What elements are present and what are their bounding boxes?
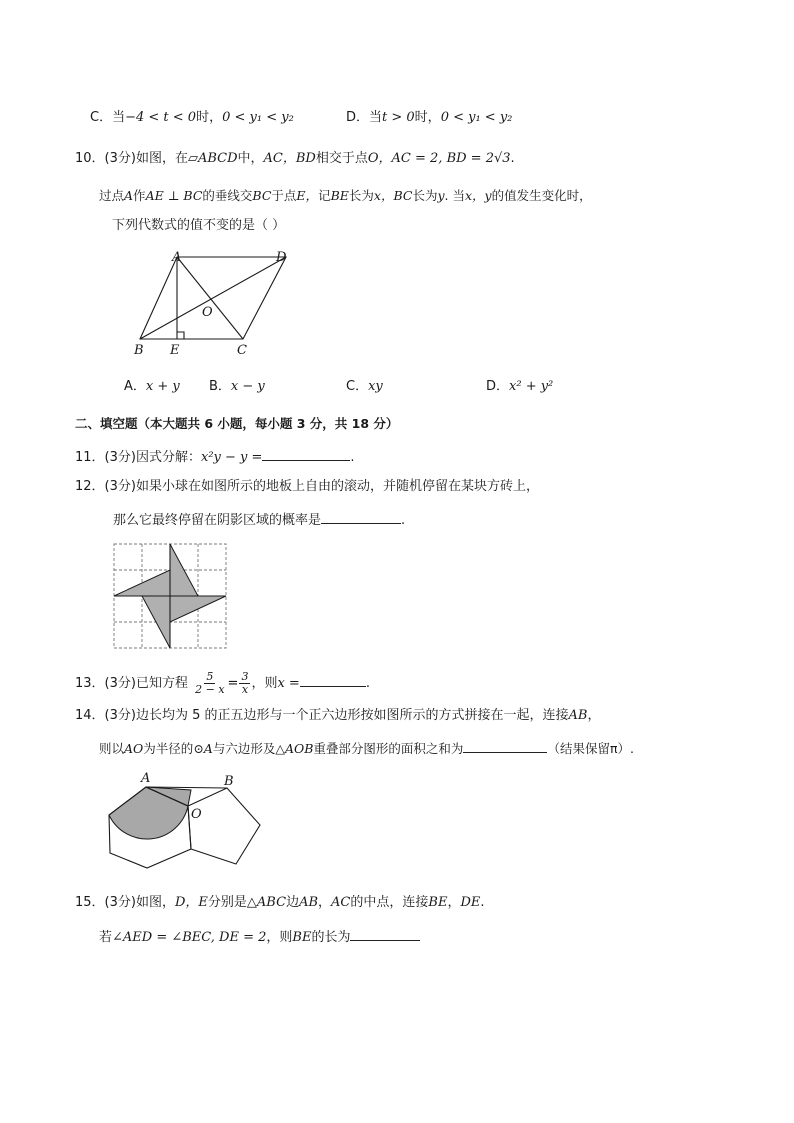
diagonal-ac — [177, 257, 243, 339]
q10-math: E， — [296, 188, 319, 203]
q15-text: 的长为 — [311, 930, 351, 945]
q15-text: . — [480, 895, 485, 910]
q10-line1 — [75, 150, 515, 168]
q13-score: (3分) — [104, 676, 136, 691]
denominator: 2 − x — [195, 683, 225, 696]
q11-score: (3分) — [104, 450, 136, 465]
q14-score: (3分) — [104, 708, 136, 723]
q10-text: . — [510, 151, 515, 166]
q15-math: BE — [292, 930, 312, 945]
denominator: x — [241, 683, 249, 696]
q10-text: . 当 — [444, 188, 465, 203]
q12-text: 那么它最终停留在阴影区域的概率是 — [113, 513, 322, 528]
label-o: O — [191, 807, 202, 822]
equals: = — [227, 676, 239, 691]
option-expr: xy — [368, 379, 383, 394]
q13-text: 已知方程 — [135, 676, 188, 691]
q13-answer-blank[interactable] — [300, 672, 366, 687]
q10-text: 记 — [318, 188, 331, 203]
q10-option-c[interactable] — [346, 378, 383, 396]
q15-score: (3分) — [104, 895, 136, 910]
q9-option-d-when: 时， — [414, 110, 441, 125]
q10-text: 长为 — [412, 188, 438, 203]
q15-math: BE — [428, 895, 448, 910]
q11-expression: x²y − y = — [200, 450, 263, 465]
q13-variable: x = — [277, 676, 300, 691]
q10-math: x，y — [464, 188, 492, 203]
q10-line2 — [99, 187, 592, 205]
q10-text: 过点 — [99, 188, 125, 203]
q12-number: 12． — [75, 479, 105, 494]
q14-text: 重叠部分图形的面积之和为 — [313, 741, 464, 756]
q15-line2 — [99, 926, 420, 947]
q12-line1 — [75, 478, 539, 496]
q14-pentagon-hexagon-figure — [100, 768, 270, 874]
q14-answer-blank[interactable] — [463, 738, 547, 753]
q10-text: 如图，在▱ — [135, 151, 198, 166]
q15-math: AC — [331, 895, 351, 910]
q10-score: (3分) — [104, 151, 136, 166]
q15-text: 的中点，连接 — [350, 895, 429, 910]
q10-option-d[interactable] — [486, 378, 553, 396]
label-e: E — [170, 343, 180, 358]
q10-text: 的垂线交 — [202, 188, 253, 203]
q14-math: △AOB — [275, 741, 314, 756]
q9-option-c[interactable] — [90, 109, 294, 127]
q14-math: AB — [568, 708, 588, 723]
q10-math: BC — [393, 188, 413, 203]
q10-math: ABCD — [197, 151, 238, 166]
q10-math: O， — [367, 151, 392, 166]
q10-option-b[interactable] — [209, 378, 265, 396]
numerator: 5 — [206, 670, 214, 683]
q10-text: 作 — [133, 188, 146, 203]
pentagon — [188, 788, 260, 864]
q15-text: ， — [318, 895, 332, 910]
q10-math: AC，BD — [263, 151, 316, 166]
q9-option-c-relation: 0 < y₁ < y₂ — [222, 110, 294, 125]
q11-end: . — [350, 450, 355, 465]
label-a: A — [141, 771, 151, 786]
q11-number: 11． — [75, 450, 105, 465]
q10-math: A — [124, 188, 134, 203]
q10-text: 长为 — [348, 188, 374, 203]
q14-text: （结果保留π）. — [547, 741, 634, 756]
q12-answer-blank[interactable] — [321, 509, 401, 524]
option-expr: x − y — [230, 379, 265, 394]
q12-end: . — [401, 513, 406, 528]
q10-text: 于点 — [271, 188, 297, 203]
q13-end: . — [365, 676, 370, 691]
option-expr: x + y — [145, 379, 180, 394]
q13 — [75, 671, 370, 697]
q10-math: AC = 2, BD = 2√3 — [391, 151, 511, 166]
q9-option-d[interactable] — [346, 109, 512, 127]
q15-math: AB — [299, 895, 319, 910]
q13-fraction-right — [239, 671, 250, 696]
q10-parallelogram-figure — [130, 248, 300, 360]
q13-text: ，则 — [251, 676, 278, 691]
q12-tile-grid-figure — [112, 542, 230, 650]
option-expr: x² + y² — [509, 379, 554, 394]
label-d: D — [276, 250, 287, 265]
q15-math: ∠AED = ∠BEC, DE = 2 — [112, 930, 267, 945]
q10-math: AE ⊥ BC — [145, 188, 203, 203]
q14-text: 为半径的 — [143, 741, 194, 756]
q10-math: y — [437, 188, 445, 203]
q12-line2 — [113, 509, 405, 530]
q9-option-d-condition: t > 0 — [382, 110, 415, 125]
q9-option-c-when: 时， — [196, 110, 223, 125]
right-angle-mark — [177, 332, 184, 339]
q9-option-c-condition: −4 < t < 0 — [125, 110, 197, 125]
q14-text: 边长均为 5 的正五边形与一个正六边形按如图所示的方式拼接在一起，连接 — [135, 708, 569, 723]
q13-fraction-left — [193, 671, 226, 696]
q10-math: x， — [373, 188, 394, 203]
q10-line3: 下列代数式的值不变的是（ ） — [112, 218, 286, 233]
option-label: D． — [486, 379, 510, 394]
q15-text: 如图， — [135, 895, 175, 910]
numerator: 3 — [241, 670, 249, 683]
q13-number: 13． — [75, 676, 105, 691]
q14-math: ⊙A — [193, 741, 213, 756]
q11-text: 因式分解： — [135, 450, 201, 465]
q9-option-c-label: C．当 — [90, 110, 126, 125]
q14-line2 — [99, 738, 634, 758]
q14-text: 与六边形及 — [212, 741, 276, 756]
q10-math: BE — [330, 188, 349, 203]
q14-line1 — [75, 707, 600, 725]
q15-math: △ABC — [246, 895, 287, 910]
q14-number: 14． — [75, 708, 105, 723]
label-a: A — [172, 250, 182, 265]
q15-line1 — [75, 894, 485, 912]
q15-answer-blank[interactable] — [350, 926, 420, 941]
q9-option-d-relation: 0 < y₁ < y₂ — [440, 110, 513, 125]
section-title: 二、填空题（本大题共 6 小题，每小题 3 分，共 18 分） — [75, 416, 399, 431]
q15-text: 若 — [99, 930, 113, 945]
q10-text: 相交于点 — [315, 151, 368, 166]
option-label: B． — [209, 379, 231, 394]
q11 — [75, 446, 355, 467]
q10-text: 的值发生变化时， — [491, 188, 592, 203]
q14-text: 则以 — [99, 741, 125, 756]
option-label: A． — [124, 379, 146, 394]
option-label: C． — [346, 379, 369, 394]
q12-text: 如果小球在如图所示的地板上自由的滚动，并随机停留在某块方砖上， — [135, 479, 539, 494]
label-o: O — [202, 305, 213, 320]
q15-text: 分别是 — [207, 895, 247, 910]
q10-text: 中， — [237, 151, 264, 166]
q14-text: ， — [587, 708, 601, 723]
q15-math: D，E — [174, 895, 208, 910]
q15-text: 边 — [286, 895, 300, 910]
q15-text: ， — [447, 895, 461, 910]
q15-math: DE — [460, 895, 481, 910]
q15-number: 15． — [75, 895, 105, 910]
solid-axes — [114, 544, 226, 648]
label-b: B — [134, 343, 144, 358]
q12-score: (3分) — [104, 479, 136, 494]
q15-text: ，则 — [266, 930, 293, 945]
label-c: C — [237, 343, 247, 358]
label-b: B — [224, 774, 234, 789]
q10-option-a[interactable] — [124, 378, 180, 396]
q10-number: 10． — [75, 151, 105, 166]
q14-math: AO — [124, 741, 144, 756]
q10-math: BC — [252, 188, 272, 203]
q11-answer-blank[interactable] — [262, 446, 350, 461]
q9-option-d-label: D．当 — [346, 110, 383, 125]
